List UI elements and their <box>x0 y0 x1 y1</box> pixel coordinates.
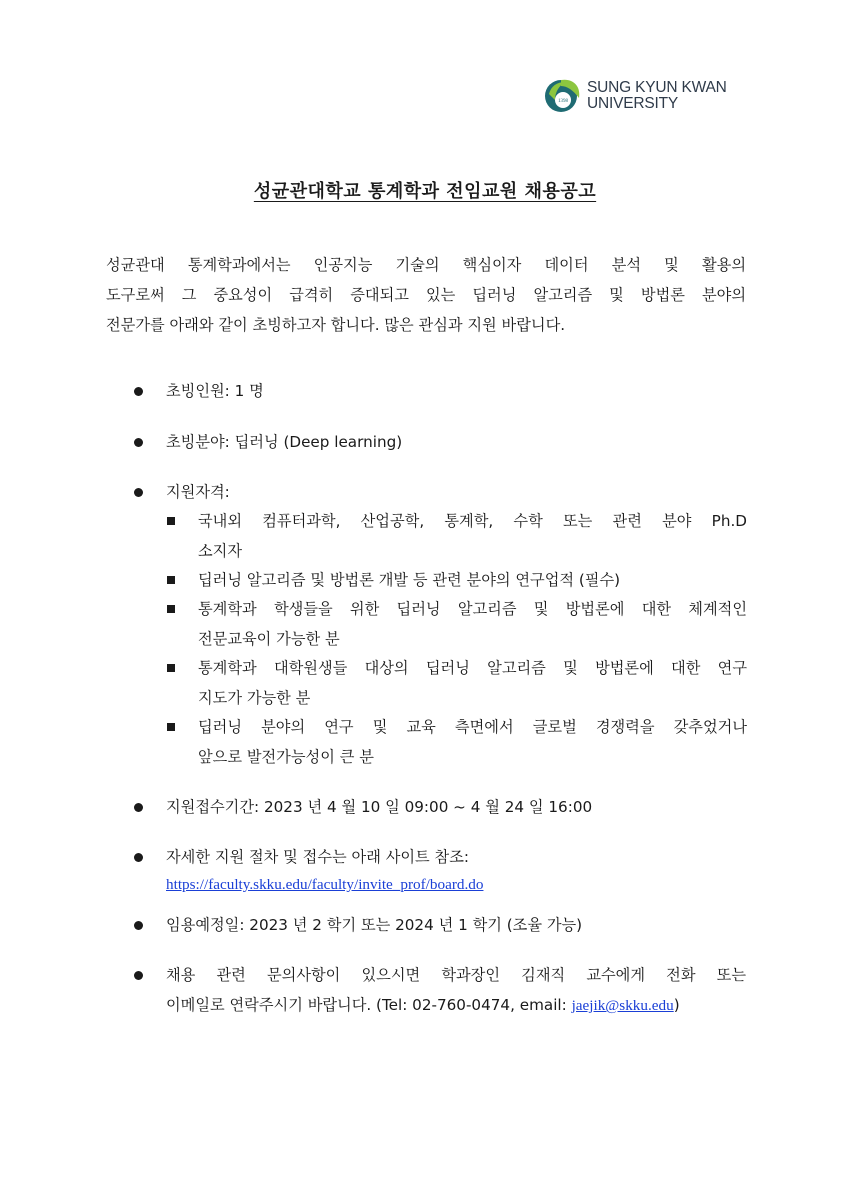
qualification-line: 딥러닝 분야의 연구 및 교육 측면에서 글로벌 경쟁력을 갖추었거나 <box>198 718 747 736</box>
bullet-icon <box>134 803 143 812</box>
contact-line2-prefix: 이메일로 연락주시기 바랍니다. (Tel: 02-760-0474, email: <box>166 996 572 1014</box>
positions-text: 초빙인원: 1 명 <box>166 382 264 400</box>
bullet-icon <box>134 921 143 930</box>
qualification-line: 국내외 컴퓨터과학, 산업공학, 통계학, 수학 또는 관련 분야 Ph.D <box>198 512 747 530</box>
qualification-line: 딥러닝 알고리즘 및 방법론 개발 등 관련 분야의 연구업적 (필수) <box>198 571 621 589</box>
qualification-line: 앞으로 발전가능성이 큰 분 <box>198 748 374 766</box>
qualification-line: 전문교육이 가능한 분 <box>198 630 340 648</box>
bullet-icon <box>134 853 143 862</box>
intro-line: 도구로써 그 중요성이 급격히 증대되고 있는 딥러닝 알고리즘 및 방법론 분야의 <box>106 286 746 304</box>
qualification-line: 통계학과 대학원생들 대상의 딥러닝 알고리즘 및 방법론에 대한 연구 <box>198 659 747 677</box>
page-title <box>0 177 850 203</box>
emblem-year: 1398 <box>558 99 568 104</box>
appointment-text: 임용예정일: 2023 년 2 학기 또는 2024 년 1 학기 (조율 가능) <box>166 916 583 934</box>
logo-line1: SUNG KYUN KWAN <box>587 79 727 96</box>
square-bullet-icon <box>167 576 175 584</box>
application-site-link[interactable]: https://faculty.skku.edu/faculty/invite_prof/board.do <box>166 876 484 893</box>
contact-line <box>166 990 746 1021</box>
intro-paragraph <box>106 250 746 340</box>
bullet-icon <box>134 488 143 497</box>
qualifications-label: 지원자격: <box>166 483 230 501</box>
qualification-line: 소지자 <box>198 542 243 560</box>
contact-text <box>166 960 746 1021</box>
contact-line2-suffix: ) <box>673 996 680 1014</box>
qualification-line: 통계학과 학생들을 위한 딥러닝 알고리즘 및 방법론에 대한 체계적인 <box>198 600 747 618</box>
bullet-icon <box>134 971 143 980</box>
square-bullet-icon <box>167 517 175 525</box>
logo-text <box>587 80 727 112</box>
square-bullet-icon <box>167 723 175 731</box>
contact-line: 채용 관련 문의사항이 있으시면 학과장인 김재직 교수에게 전화 또는 <box>166 966 746 984</box>
intro-line: 성균관대 통계학과에서는 인공지능 기술의 핵심이자 데이터 분석 및 활용의 <box>106 256 746 274</box>
skku-emblem-icon <box>543 72 583 116</box>
field-text: 초빙분야: 딥러닝 (Deep learning) <box>166 433 403 451</box>
bullet-icon <box>134 438 143 447</box>
period-text: 지원접수기간: 2023 년 4 월 10 일 09:00 ~ 4 월 24 일 16:00 <box>166 798 593 816</box>
university-logo <box>543 72 743 120</box>
bullet-icon <box>134 387 143 396</box>
square-bullet-icon <box>167 664 175 672</box>
square-bullet-icon <box>167 605 175 613</box>
qualification-line: 지도가 가능한 분 <box>198 689 311 707</box>
logo-line2: UNIVERSITY <box>587 95 679 112</box>
page-title-text: 성균관대학교 통계학과 전임교원 채용공고 <box>253 181 597 202</box>
intro-line: 전문가를 아래와 같이 초빙하고자 합니다. 많은 관심과 지원 바랍니다. <box>106 316 566 334</box>
details-text: 자세한 지원 절차 및 접수는 아래 사이트 참조: <box>166 848 469 866</box>
contact-email-link[interactable]: jaejik@skku.edu <box>571 997 674 1014</box>
